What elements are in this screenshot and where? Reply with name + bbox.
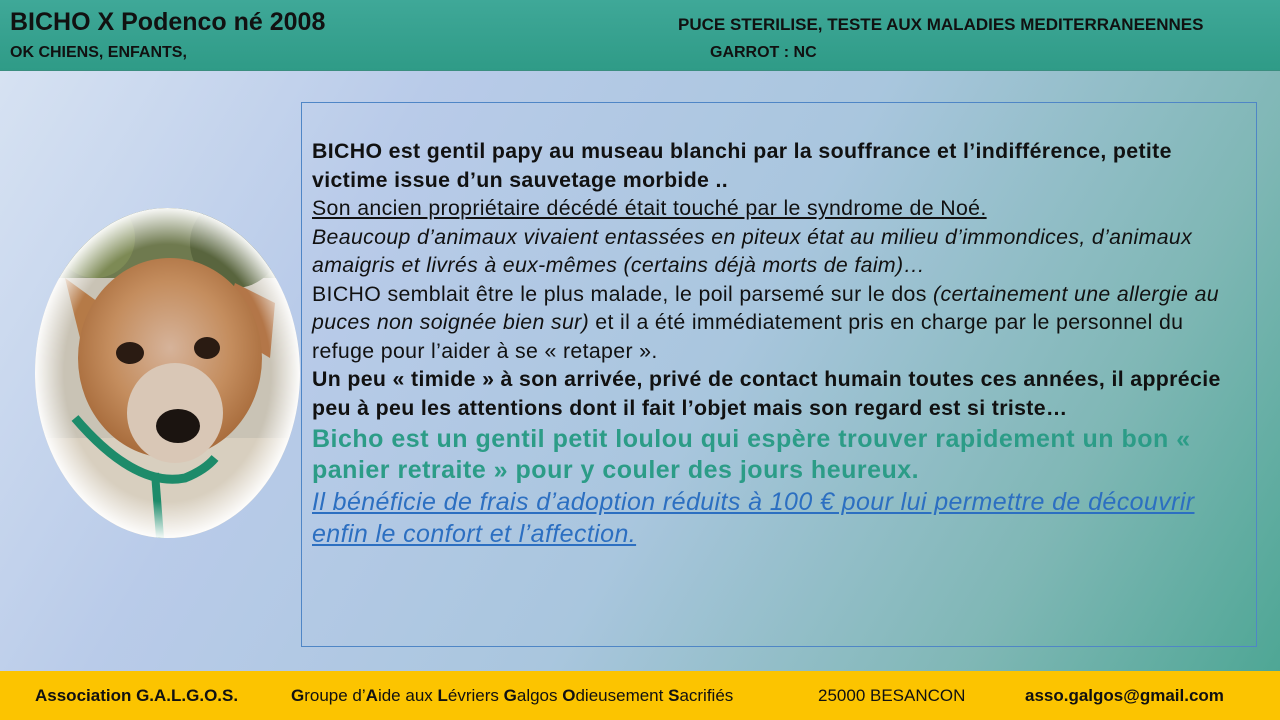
dog-title: BICHO X Podenco né 2008 <box>10 8 326 36</box>
association-email[interactable]: asso.galgos@gmail.com <box>1025 686 1224 705</box>
acronym-word: évriers <box>447 686 504 705</box>
description-box <box>301 102 1257 647</box>
acronym-letter: A <box>365 686 378 705</box>
intro-paragraph: BICHO est gentil papy au museau blanchi par la souffrance et l’indifférence, petite victime issue d’un sauvetage morbide .. <box>312 139 1172 192</box>
footer-band <box>0 671 1280 720</box>
owner-paragraph: Son ancien propriétaire décédé était touché par le syndrome de Noé. <box>312 196 987 220</box>
acronym-letter: G <box>291 686 305 705</box>
association-fullname <box>291 686 733 706</box>
temperament-paragraph: Un peu « timide » à son arrivée, privé de contact humain toutes ces années, il apprécie peu à peu les attentions dont il fait l’objet mais son regard est si triste… <box>312 367 1221 420</box>
health-text-c: et il a été immédiatement pris en charge par le personnel du refuge pour l’aider à se « retaper ». <box>312 310 1184 363</box>
acronym-word: acrifiés <box>679 686 734 705</box>
acronym-letter: G <box>503 686 517 705</box>
health-text-a: BICHO semblait être le plus malade, le poil parsemé sur le dos <box>312 281 933 306</box>
acronym-letter: L <box>437 686 448 705</box>
health-info: PUCE STERILISE, TESTE AUX MALADIES MEDITERRANEENNES <box>678 15 1204 34</box>
acronym-word: ide aux <box>377 686 438 705</box>
acronym-word: dieusement <box>575 686 669 705</box>
compatibility-info: OK CHIENS, ENFANTS, <box>10 44 187 61</box>
health-text-italic: (certainement une allergie au puces non soignée bien sur) <box>312 281 1219 334</box>
association-name: Association G.A.L.G.O.S. <box>35 686 239 705</box>
header-band <box>0 0 1280 71</box>
acronym-letter: O <box>562 686 576 705</box>
association-city: 25000 BESANCON <box>818 686 966 705</box>
health-paragraph <box>312 280 1246 366</box>
acronym-word: algos <box>516 686 563 705</box>
height-info: GARROT : NC <box>710 44 817 61</box>
acronym-word: roupe d’ <box>304 686 366 705</box>
acronym-letter: S <box>668 686 680 705</box>
dog-photo <box>35 208 300 538</box>
adoption-appeal: Bicho est un gentil petit loulou qui espère trouver rapidement un bon « panier retraite » pour y couler des jours heureux. <box>312 425 1191 484</box>
adoption-fee-note[interactable]: Il bénéficie de frais d’adoption réduits à 100 € pour lui permettre de découvrir enfin le confort et l’affection. <box>312 488 1195 548</box>
animals-paragraph: Beaucoup d’animaux vivaient entassées en piteux état au milieu d’immondices, d’animaux amaigris et livrés à eux-mêmes (certains déjà morts de faim)… <box>312 224 1193 277</box>
